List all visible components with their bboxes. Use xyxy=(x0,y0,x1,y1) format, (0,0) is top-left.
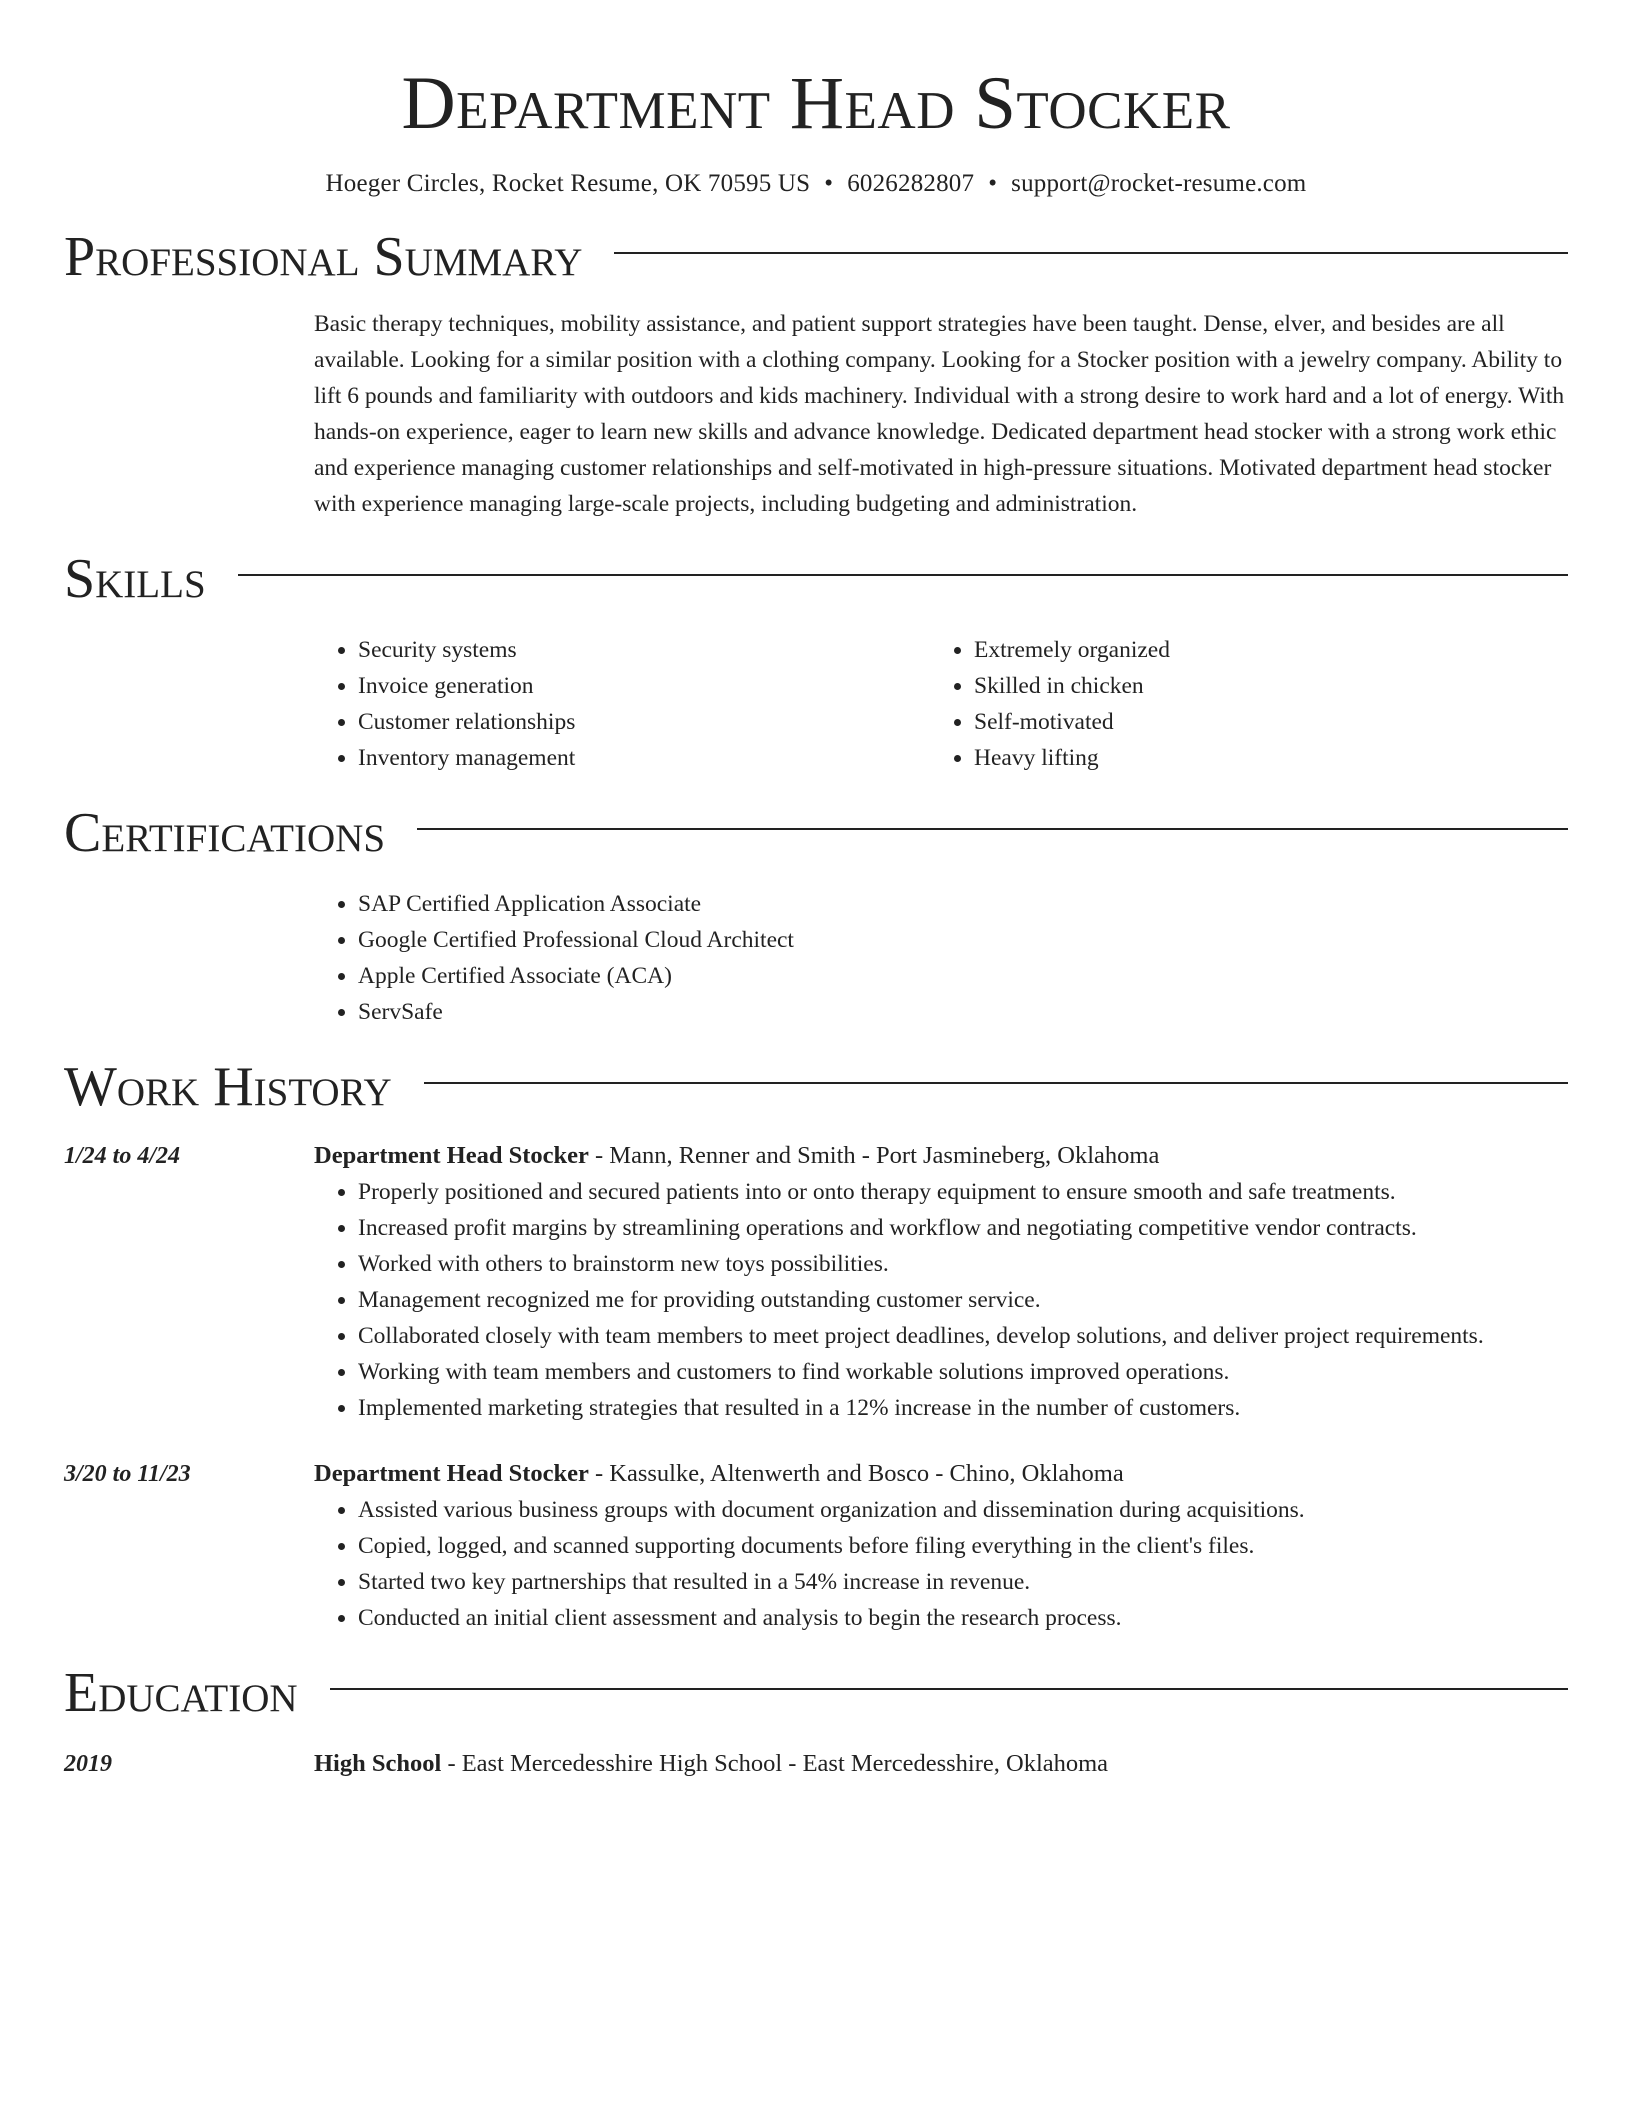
job-title-line xyxy=(314,1456,1568,1492)
section-header-skills xyxy=(64,544,1568,614)
job-title-line xyxy=(314,1138,1568,1174)
job-role: Department Head Stocker xyxy=(314,1142,589,1169)
job-bullet: • Worked with others to brainstorm new toys possibilities. xyxy=(358,1246,1568,1282)
section-header-summary xyxy=(64,222,1568,292)
skill-item: • Invoice generation xyxy=(358,668,930,704)
skill-item: • Skilled in chicken xyxy=(974,668,1546,704)
job-bullet: • Assisted various business groups with document organization and dissemination during acquisitions. xyxy=(358,1492,1568,1528)
summary-text: Basic therapy techniques, mobility assistance, and patient support strategies have been taught. Dense, elver, and besides are all available. Looking for a similar position with a clothing company. Looking for a Stocker position with a jewelry company. Ability to lift 6 pounds and familiarity with outdoors and kids machinery. Individual with a strong desire to work hard and a lot of energy. With hands-on experience, eager to learn new skills and advance knowledge. Dedicated department head stocker with a strong work ethic and experience managing customer relationships and self-motivated in high-pressure situations. Motivated department head stocker with experience managing large-scale projects, including budgeting and administration. xyxy=(314,311,1565,517)
section-title: Education xyxy=(64,1662,298,1724)
education-school-location: - East Mercedesshire High School - East Mercedesshire, Oklahoma xyxy=(441,1750,1109,1777)
job-employer-location: - Kassulke, Altenwerth and Bosco - Chino, Oklahoma xyxy=(588,1460,1124,1487)
certification-item: • Apple Certified Associate (ACA) xyxy=(358,958,1568,994)
job-bullet: • Conducted an initial client assessment and analysis to begin the research process. xyxy=(358,1600,1568,1636)
job-dates: 1/24 to 4/24 xyxy=(64,1143,181,1169)
contact-phone: 6026282807 xyxy=(847,170,975,197)
skill-item: • Extremely organized xyxy=(974,632,1546,668)
section-divider xyxy=(424,1082,1568,1084)
contact-email[interactable]: support@rocket-resume.com xyxy=(1011,170,1307,197)
section-header-work-history xyxy=(64,1052,1568,1122)
job-bullet: • Working with team members and customers to find workable solutions improved operations. xyxy=(358,1354,1568,1390)
job-bullet: • Management recognized me for providing outstanding customer service. xyxy=(358,1282,1568,1318)
section-divider xyxy=(238,574,1568,576)
education-year: 2019 xyxy=(64,1751,112,1777)
job-bullets xyxy=(314,1492,1568,1636)
job-employer-location: - Mann, Renner and Smith - Port Jasmineberg, Oklahoma xyxy=(588,1142,1160,1169)
contact-address: Hoeger Circles, Rocket Resume, OK 70595 US xyxy=(325,170,811,197)
skill-item: • Self-motivated xyxy=(974,704,1546,740)
education-body xyxy=(314,1746,1568,1782)
certifications-list xyxy=(314,886,1568,1030)
job-entry xyxy=(64,1456,1568,1636)
job-bullet: • Started two key partnerships that resulted in a 54% increase in revenue. xyxy=(358,1564,1568,1600)
job-bullet: • Copied, logged, and scanned supporting documents before filing everything in the client's files. xyxy=(358,1528,1568,1564)
job-role: Department Head Stocker xyxy=(314,1460,589,1487)
certification-item: • SAP Certified Application Associate xyxy=(358,886,1568,922)
job-bullet: • Properly positioned and secured patients into or onto therapy equipment to ensure smooth and safe treatments. xyxy=(358,1174,1568,1210)
job-body xyxy=(314,1456,1568,1636)
job-bullet: • Collaborated closely with team members to meet project deadlines, develop solutions, and deliver project requirements. xyxy=(358,1318,1568,1354)
skill-item: • Security systems xyxy=(358,632,930,668)
section-header-certifications xyxy=(64,798,1568,868)
contact-line xyxy=(64,168,1568,200)
section-divider xyxy=(417,828,1568,830)
section-title: Work History xyxy=(64,1056,392,1118)
education-line xyxy=(314,1746,1568,1782)
contact-separator: • xyxy=(988,170,998,197)
contact-separator: • xyxy=(824,170,834,197)
certification-item: • ServSafe xyxy=(358,994,1568,1030)
skill-item: • Inventory management xyxy=(358,740,930,776)
job-bullet: • Increased profit margins by streamlining operations and workflow and negotiating competitive vendor contracts. xyxy=(358,1210,1568,1246)
certification-item: • Google Certified Professional Cloud Architect xyxy=(358,922,1568,958)
skill-item: • Customer relationships xyxy=(358,704,930,740)
job-body xyxy=(314,1138,1568,1426)
candidate-name: Department Head Stocker xyxy=(401,62,1231,145)
section-title: Certifications xyxy=(64,802,386,864)
education-entry xyxy=(64,1746,1568,1782)
section-title: Professional Summary xyxy=(64,226,583,288)
job-entry xyxy=(64,1138,1568,1426)
skills-column-right xyxy=(930,632,1546,776)
skill-item: • Heavy lifting xyxy=(974,740,1546,776)
section-title: Skills xyxy=(64,548,206,610)
skills-column-left xyxy=(314,632,930,776)
section-header-education xyxy=(64,1658,1568,1728)
education-degree: High School xyxy=(314,1750,442,1777)
section-divider xyxy=(614,252,1568,254)
job-dates: 3/20 to 11/23 xyxy=(64,1461,191,1487)
job-bullet: • Implemented marketing strategies that resulted in a 12% increase in the number of customers. xyxy=(358,1390,1568,1426)
job-bullets xyxy=(314,1174,1568,1426)
section-divider xyxy=(330,1688,1568,1690)
skills-grid xyxy=(314,632,1568,776)
